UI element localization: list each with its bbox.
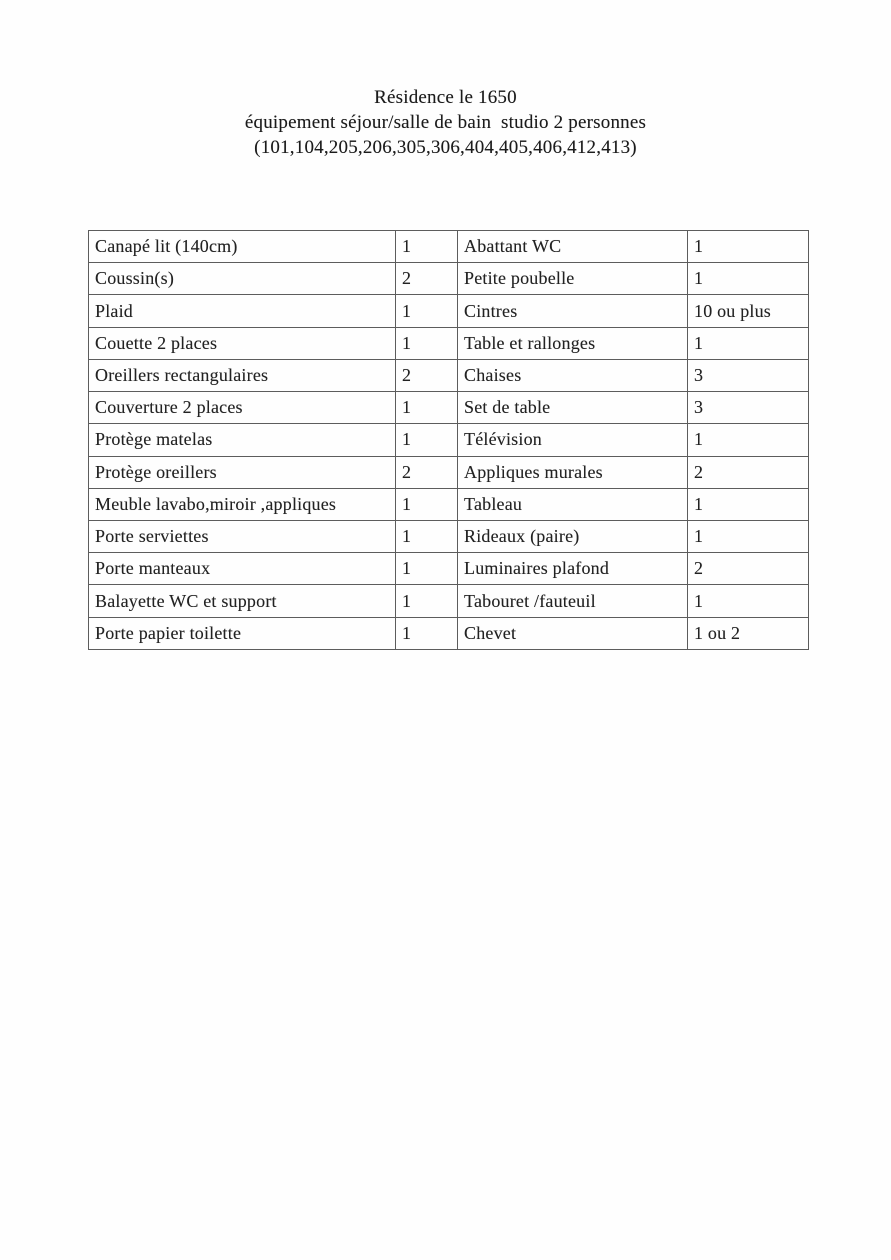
qty-cell-right: 1 ou 2 [688,617,809,649]
table-row [89,488,809,520]
qty-cell-right: 1 [688,585,809,617]
item-cell-right: Tabouret /fauteuil [458,585,688,617]
qty-cell-right: 1 [688,231,809,263]
table-row [89,456,809,488]
qty-cell-left: 2 [396,359,458,391]
qty-cell-left: 1 [396,488,458,520]
item-cell-right: Chaises [458,359,688,391]
table-row [89,359,809,391]
item-cell-left: Porte papier toilette [89,617,396,649]
item-cell-right: Tableau [458,488,688,520]
table-row [89,585,809,617]
table-row [89,263,809,295]
table-row [89,392,809,424]
qty-cell-left: 1 [396,553,458,585]
item-cell-left: Couverture 2 places [89,392,396,424]
item-cell-left: Plaid [89,295,396,327]
item-cell-left: Meuble lavabo,miroir ,appliques [89,488,396,520]
qty-cell-left: 1 [396,231,458,263]
qty-cell-left: 1 [396,424,458,456]
qty-cell-left: 1 [396,327,458,359]
qty-cell-right: 2 [688,456,809,488]
table-row [89,520,809,552]
qty-cell-left: 1 [396,295,458,327]
table-row [89,617,809,649]
table-row [89,295,809,327]
item-cell-left: Protège oreillers [89,456,396,488]
item-cell-left: Porte manteaux [89,553,396,585]
equipment-table [88,230,809,650]
table-row [89,424,809,456]
item-cell-right: Télévision [458,424,688,456]
item-cell-right: Table et rallonges [458,327,688,359]
title-line-equipment: équipement séjour/salle de bain studio 2 personnes [244,112,647,133]
item-cell-left: Oreillers rectangulaires [89,359,396,391]
qty-cell-left: 1 [396,520,458,552]
title-line-room-numbers: (101,104,205,206,305,306,404,405,406,412,413) [254,137,637,158]
item-cell-right: Chevet [458,617,688,649]
item-cell-left: Couette 2 places [89,327,396,359]
item-cell-right: Set de table [458,392,688,424]
document-title [0,85,891,160]
title-line-residence: Résidence le 1650 [374,87,517,108]
table-row [89,231,809,263]
qty-cell-right: 1 [688,424,809,456]
item-cell-right: Appliques murales [458,456,688,488]
equipment-table-body [89,231,809,650]
qty-cell-left: 1 [396,392,458,424]
qty-cell-right: 10 ou plus [688,295,809,327]
qty-cell-left: 2 [396,263,458,295]
qty-cell-left: 1 [396,585,458,617]
table-row [89,553,809,585]
item-cell-left: Porte serviettes [89,520,396,552]
item-cell-right: Abattant WC [458,231,688,263]
qty-cell-left: 1 [396,617,458,649]
item-cell-right: Luminaires plafond [458,553,688,585]
item-cell-right: Petite poubelle [458,263,688,295]
item-cell-left: Balayette WC et support [89,585,396,617]
item-cell-right: Rideaux (paire) [458,520,688,552]
qty-cell-left: 2 [396,456,458,488]
qty-cell-right: 1 [688,327,809,359]
item-cell-left: Canapé lit (140cm) [89,231,396,263]
qty-cell-right: 2 [688,553,809,585]
qty-cell-right: 1 [688,488,809,520]
item-cell-left: Coussin(s) [89,263,396,295]
item-cell-left: Protège matelas [89,424,396,456]
item-cell-right: Cintres [458,295,688,327]
qty-cell-right: 3 [688,392,809,424]
qty-cell-right: 1 [688,263,809,295]
qty-cell-right: 1 [688,520,809,552]
table-row [89,327,809,359]
qty-cell-right: 3 [688,359,809,391]
